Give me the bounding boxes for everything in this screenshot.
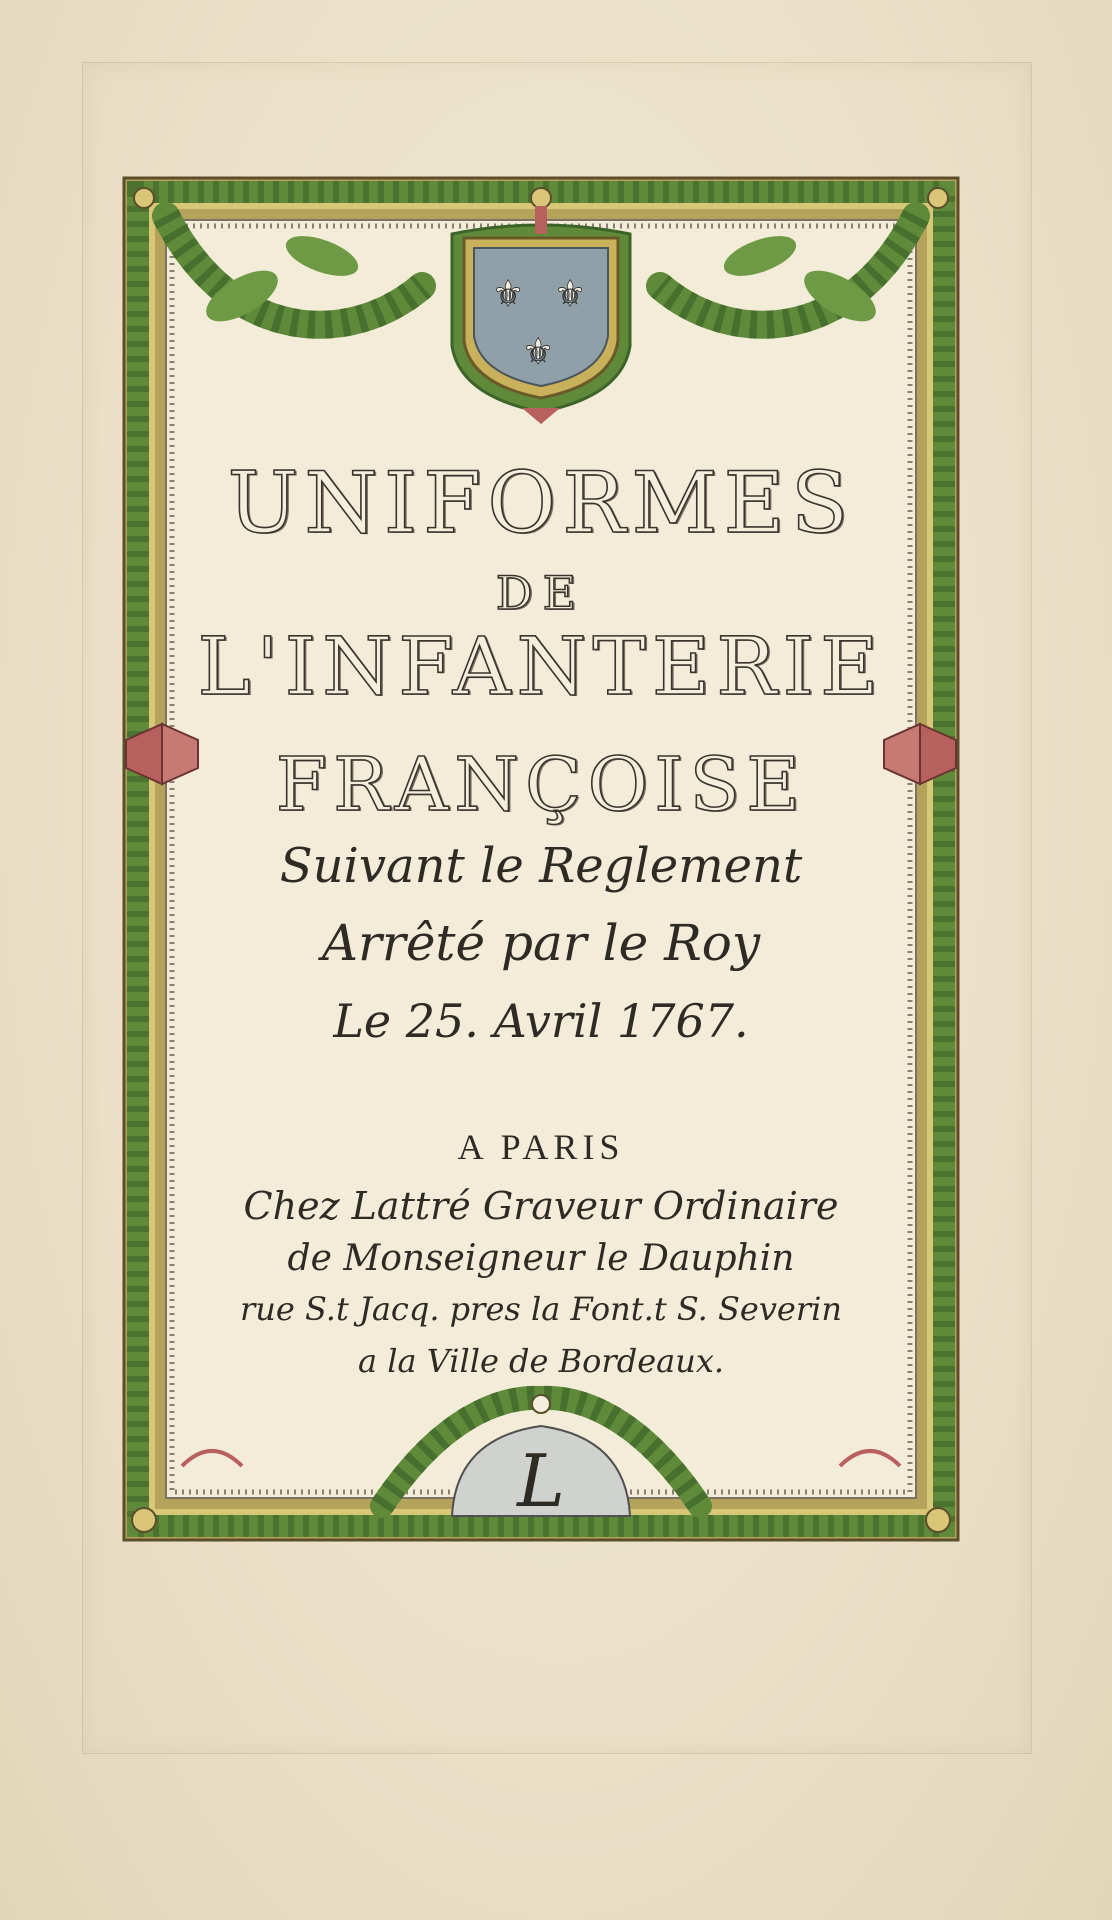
imprint-line-3: rue S.t Jacq. pres la Font.t S. Severin bbox=[240, 1290, 842, 1328]
svg-text:⚜: ⚜ bbox=[492, 274, 525, 315]
imprint-line-1: Chez Lattré Graveur Ordinaire bbox=[243, 1184, 839, 1228]
title-line-4: FRANÇOISE bbox=[275, 742, 807, 828]
subtitle-line-2: Arrêté par le Roy bbox=[321, 914, 761, 972]
title-line-2: DE bbox=[495, 566, 587, 620]
svg-text:L: L bbox=[517, 1439, 565, 1523]
imprint-city: A PARIS bbox=[457, 1127, 625, 1167]
svg-text:⚜: ⚜ bbox=[554, 274, 587, 315]
title-line-3: L'INFANTERIE bbox=[197, 620, 885, 713]
imprint-line-4: a la Ville de Bordeaux. bbox=[357, 1342, 725, 1380]
ornamental-frame bbox=[122, 176, 960, 1542]
subtitle-line-1: Suivant le Reglement bbox=[279, 838, 803, 894]
svg-text:⚜: ⚜ bbox=[522, 332, 555, 373]
imprint-line-2: de Monseigneur le Dauphin bbox=[287, 1238, 795, 1279]
subtitle-line-3: Le 25. Avril 1767. bbox=[333, 994, 749, 1048]
title-line-1: UNIFORMES bbox=[227, 454, 855, 552]
